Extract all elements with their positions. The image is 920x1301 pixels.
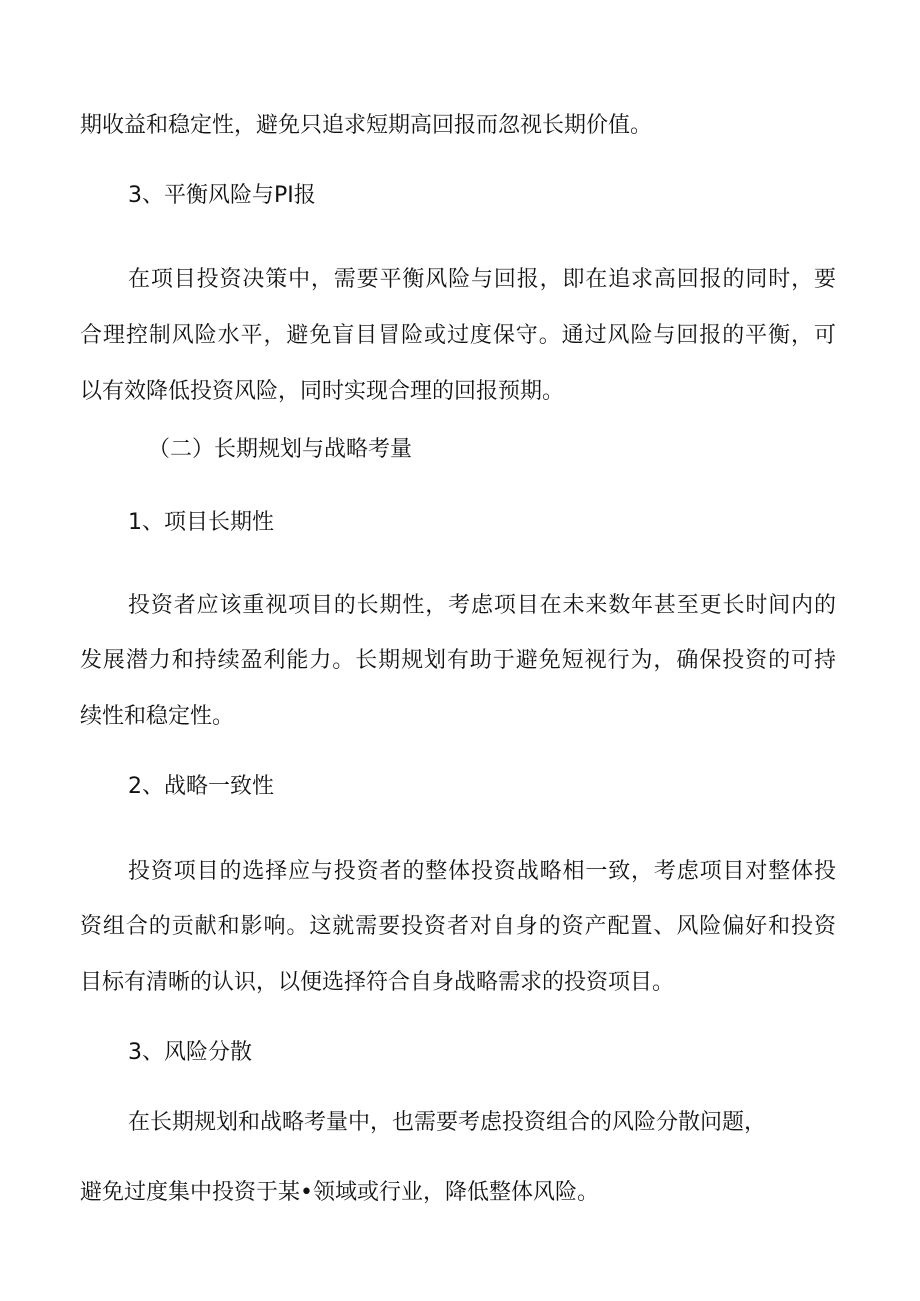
body-text-line: 投资者应该重视项目的长期性，考虑项目在未来数年甚至更长时间内的 <box>128 593 836 618</box>
subsection-heading: （二）长期规划与战略考量 <box>148 437 413 462</box>
section-heading: 1、项目长期性 <box>128 510 274 535</box>
body-text-line: 以有效降低投资风险，同时实现合理的回报预期。 <box>80 379 565 404</box>
body-text-line: 在项目投资决策中，需要平衡风险与回报，即在追求高回报的同时，要 <box>128 267 836 292</box>
section-heading: 3、平衡风险与PI报 <box>128 183 316 208</box>
body-text-line: 续性和稳定性。 <box>80 704 235 729</box>
body-text-line: 投资项目的选择应与投资者的整体投资战略相一致，考虑项目对整体投 <box>128 859 836 884</box>
body-text-line: 在长期规划和战略考量中，也需要考虑投资组合的风险分散问题， <box>128 1110 767 1135</box>
body-text-line: 合理控制风险水平，避免盲目冒险或过度保守。通过风险与回报的平衡，可 <box>80 323 836 348</box>
body-text-line: 资组合的贡献和影响。这就需要投资者对自身的资产配置、风险偏好和投资 <box>80 914 836 939</box>
body-text-line: 避免过度集中投资于某•领域或行业，降低整体风险。 <box>80 1180 599 1205</box>
body-text-line: 目标有清晰的认识，以便选择符合自身战略需求的投资项目。 <box>80 970 675 995</box>
section-heading: 3、风险分散 <box>128 1040 252 1065</box>
section-heading: 2、战略一致性 <box>128 774 274 799</box>
body-text-line: 发展潜力和持续盈利能力。长期规划有助于避免短视行为，确保投资的可持 <box>80 648 836 673</box>
body-text-line: 期收益和稳定性，避免只追求短期高回报而忽视长期价值。 <box>80 113 653 138</box>
